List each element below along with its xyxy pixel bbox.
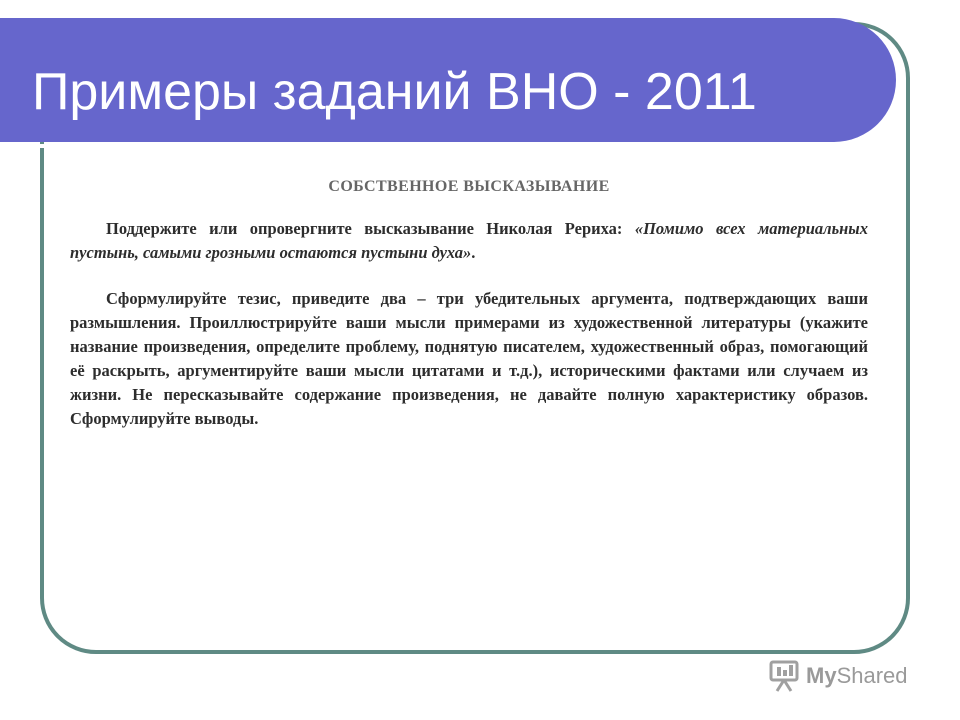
prompt-end: . — [471, 243, 476, 262]
task-prompt — [70, 217, 868, 265]
myshared-watermark — [768, 656, 908, 696]
presentation-board-icon — [768, 659, 800, 693]
scanned-document — [70, 175, 868, 431]
slide-title: Примеры заданий ВНО - 2011 — [32, 63, 757, 121]
title-bar — [0, 18, 896, 142]
task-instructions: Сформулируйте тезис, приведите два – три убедительных аргумента, подтверждающих ваши размышления. Проиллюстрируйте ваши мысли примерами из художественной литературы (укажите название произведения, определите проблему, поднятую писателем, художественный образ, помогающий её раскрыть, аргументируйте ваши мысли цитатами и т.д.), историческими фактами или случаем из жизни. Не пересказывайте содержание произведения, не давайте полную характеристику образов. Сформулируйте выводы. — [70, 289, 868, 428]
document-heading: СОБСТВЕННОЕ ВЫСКАЗЫВАНИЕ — [328, 178, 610, 195]
watermark-my: My — [806, 663, 837, 688]
watermark-shared: Shared — [836, 663, 908, 688]
prompt-intro: Поддержите или опровергните высказывание Николая Рериха: — [106, 219, 635, 238]
title-underline — [0, 144, 850, 148]
roerich-quote: «Помимо всех материальных пустынь, самыми грозными остаются пустыни духа» — [70, 219, 868, 262]
watermark-text — [806, 663, 908, 689]
